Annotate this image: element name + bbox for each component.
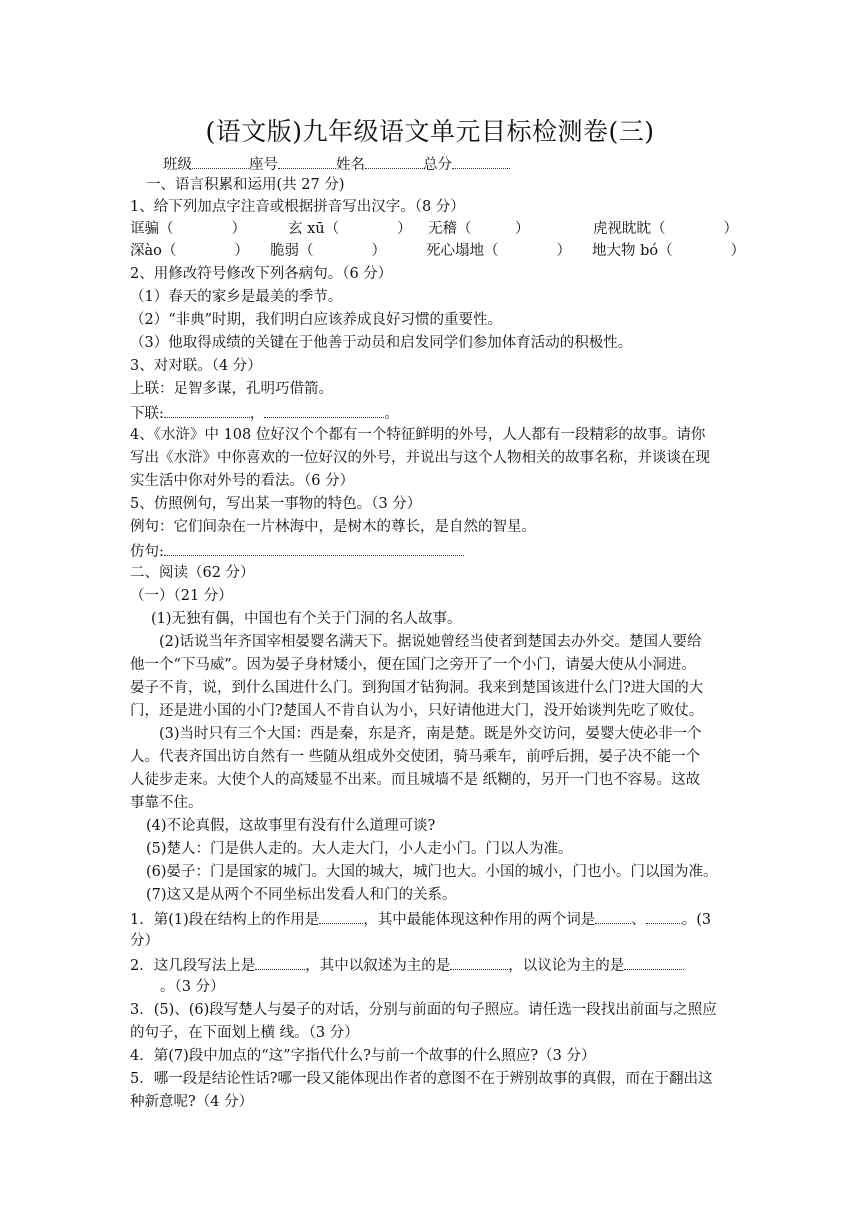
paragraph-2-line: 他一个“下马威”。因为晏子身材矮小，便在国门之旁开了一个小门，请晏大使从小洞进。 xyxy=(130,657,696,673)
q-text: 2．这几段写法上是 xyxy=(130,958,256,974)
paragraph-2-line: 门，还是进小国的小门?楚国人不肯自认为小，只好请他进大门，没开始谈判先吃了败仗。 xyxy=(130,703,704,719)
question-3-line: 3．(5)、(6)段写楚人与晏子的对话，分别与前面的句子照应。请任选一段找出前面与之照应 xyxy=(130,1002,717,1018)
q-text: 。(3 xyxy=(681,912,712,928)
seat-label: 座号 xyxy=(249,157,278,173)
paragraph-6: (6)晏子：门是国家的城门。大国的城大，城门也大。小国的城小，门也小。门以国为准。 xyxy=(146,864,718,880)
answer-blank[interactable] xyxy=(646,908,682,924)
answer-blank[interactable] xyxy=(624,954,684,970)
answer-blank[interactable] xyxy=(255,954,305,970)
lower-blank-2[interactable] xyxy=(264,402,384,418)
q2-item-2: （2）“非典”时期，我们明白应该养成良好习惯的重要性。 xyxy=(130,312,503,328)
question-4: 4．第(7)段中加点的“这”字指代什么?与前一个故事的什么照应?（3 分） xyxy=(130,1048,596,1064)
q3-upper-couplet: 上联：足智多谋，孔明巧借箭。 xyxy=(130,381,333,397)
imitate-label: 仿句: xyxy=(130,544,164,560)
lower-blank-1[interactable] xyxy=(164,402,250,418)
class-blank[interactable] xyxy=(192,153,249,169)
period: 。 xyxy=(384,406,399,422)
q3-text: 3、对对联。（4 分） xyxy=(130,358,262,374)
q2-item-3: （3）他取得成绩的关键在于他善于动员和启发同学们参加体育活动的积极性。 xyxy=(130,335,633,351)
paragraph-3-line: 人徒步走来。大使个人的高矮显不出来。而且城墙不是 纸糊的，另开一门也不容易。这故 xyxy=(130,772,701,788)
q4-line: 4、《水浒》中 108 位好汉个个都有一个特征鲜明的外号，人人都有一段精彩的故事。请你 xyxy=(130,427,706,443)
question-1-score: 分） xyxy=(130,933,159,949)
q-text: ，以议论为主的是 xyxy=(508,958,625,974)
paragraph-5: (5)楚人：门是供人走的。大人走大门，小人走小门。门以人为准。 xyxy=(146,841,573,857)
q1-item: 深ào（ ） xyxy=(130,243,249,259)
q1-item: 玄 xū（ ） xyxy=(288,221,412,237)
paragraph-1: (1)无独有偶，中国也有个关于门洞的名人故事。 xyxy=(151,611,462,627)
q-text: ，其中最能体现这种作用的两个词是 xyxy=(363,912,596,928)
lower-label: 下联: xyxy=(130,406,164,422)
paragraph-7: (7)这又是从两个不同坐标出发看人和门的关系。 xyxy=(146,887,457,903)
question-5-line: 5．哪一段是结论性话?哪一段又能体现出作者的意图不在于辨别故事的真假，而在于翻出这 xyxy=(130,1071,713,1087)
q1-item: 无稽（ ） xyxy=(428,221,530,237)
seat-blank[interactable] xyxy=(278,153,336,169)
paragraph-2-line: 晏子不肯，说，到什么国进什么门。到狗国才钻狗洞。我来到楚国该进什么门?进大国的大 xyxy=(130,680,704,696)
student-info-line xyxy=(163,153,510,175)
part-1-heading: （一）（21 分） xyxy=(130,588,233,604)
q1-item: 死心塌地（ ） xyxy=(426,243,571,259)
q5-text: 5、仿照例句，写出某一事物的特色。（3 分） xyxy=(130,496,422,512)
q4-line: 实生活中你对外号的看法。（6 分） xyxy=(130,473,355,489)
question-5-line: 种新意呢?（4 分） xyxy=(130,1094,254,1110)
q4-line: 写出《水浒》中你喜欢的一位好汉的外号，并说出与这个人物相关的故事名称，并谈谈在现 xyxy=(130,450,710,466)
question-2-score: 。（3 分） xyxy=(160,979,225,995)
question-2 xyxy=(130,954,684,976)
score-label: 总分 xyxy=(423,157,452,173)
class-label: 班级 xyxy=(163,157,192,173)
q2-text: 2、用修改符号修改下列各病句。（6 分） xyxy=(130,266,393,282)
q-text: 1．第(1)段在结构上的作用是 xyxy=(130,912,320,928)
paragraph-3-line: 事靠不住。 xyxy=(130,795,203,811)
answer-blank[interactable] xyxy=(319,908,363,924)
question-1 xyxy=(130,908,711,930)
paragraph-3-line: (3)当时只有三个大国：西是秦，东是齐，南是楚。既是外交访问，晏婴大使必非一个 xyxy=(159,726,702,742)
q1-item: 诓骗（ ） xyxy=(130,221,246,237)
paragraph-4: (4)不论真假，这故事里有没有什么道理可谈? xyxy=(146,818,436,834)
q5-example: 例句：它们间杂在一片林海中，是树木的尊长，是自然的智星。 xyxy=(130,519,536,535)
answer-blank[interactable] xyxy=(450,954,508,970)
answer-blank[interactable] xyxy=(595,908,631,924)
imitate-blank[interactable] xyxy=(164,540,464,556)
q-text: ，其中以叙述为主的是 xyxy=(305,958,451,974)
name-label: 姓名 xyxy=(336,157,365,173)
q1-item: 脆弱（ ） xyxy=(270,243,386,259)
page-title: (语文版)九年级语文单元目标检测卷(三) xyxy=(205,117,655,146)
q2-item-1: （1）春天的家乡是最美的季节。 xyxy=(130,289,343,305)
section-2-heading: 二、阅读（62 分） xyxy=(130,565,255,581)
q1-text: 1、给下列加点字注音或根据拼音写出汉字。（8 分） xyxy=(130,199,465,215)
question-3-line: 的句子，在下面划上横 线。（3 分） xyxy=(130,1025,359,1041)
q5-imitate xyxy=(130,540,464,562)
paragraph-2-line: (2)话说当年齐国宰相晏婴名满天下。据说她曾经当使者到楚国去办外交。楚国人要给 xyxy=(159,634,702,650)
comma: ， xyxy=(249,406,265,422)
q1-item: 地大物 bó（ ） xyxy=(592,243,746,259)
paragraph-3-line: 人。代表齐国出访自然有一 些随从组成外交使团，骑马乘车，前呼后拥，晏子决不能一个 xyxy=(130,749,701,765)
q3-lower-couplet xyxy=(130,402,399,424)
score-blank[interactable] xyxy=(452,153,510,169)
q-text: 、 xyxy=(631,912,646,928)
section-1-heading: 一、语言积累和运用(共 27 分) xyxy=(146,177,345,193)
name-blank[interactable] xyxy=(365,153,423,169)
q1-item: 虎视眈眈（ ） xyxy=(593,221,738,237)
